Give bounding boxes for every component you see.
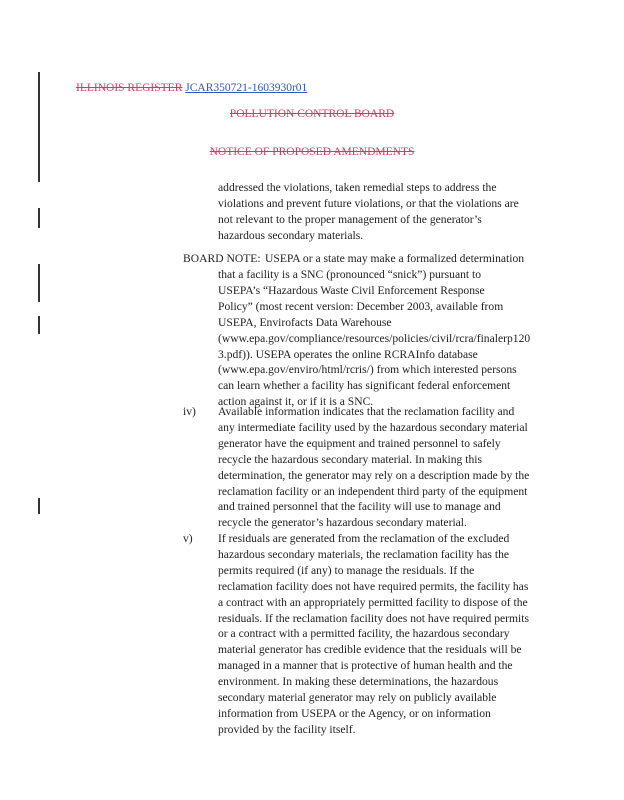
text-line: recycle the hazardous secondary material. In making this [218, 452, 482, 466]
text-line: and trained personnel that the facility will use to manage and [218, 500, 501, 514]
text-line: violations and prevent future violations, or that the violations are [218, 196, 519, 210]
change-bar [38, 208, 40, 228]
notice-title: NOTICE OF PROPOSED AMENDMENTS [209, 146, 415, 158]
text-line: USEPA or a state may make a formalized determination [265, 252, 525, 265]
text-line: action against it, or if it is a SNC. [218, 395, 374, 409]
text-line: If residuals are generated from the reclamation of the excluded [218, 532, 510, 545]
text-line: 3.pdf)). USEPA operates the online RCRAInfo database [218, 347, 478, 361]
text-line: permits required (if any) to manage the residuals. If the [218, 563, 475, 577]
text-line: or a contract with a permitted facility, the hazardous secondary [218, 627, 510, 641]
change-bar [38, 316, 40, 334]
docket-link[interactable]: JCAR350721-1603930r01 [185, 82, 308, 94]
text-line: (www.epa.gov/compliance/resources/policies/civil/rcra/finalerp120 [218, 331, 531, 345]
text-line: can learn whether a facility has significant federal enforcement [218, 379, 511, 393]
text-line: provided by the facility itself. [218, 722, 356, 736]
text-line: information from USEPA or the Agency, or on information [218, 706, 491, 720]
text-line: recycle the generator’s hazardous secondary material. [218, 516, 467, 530]
continuation-paragraph [218, 180, 519, 244]
change-bar [38, 498, 40, 514]
text-line: USEPA’s “Hazardous Waste Civil Enforcement Response [218, 283, 485, 297]
text-line: hazardous secondary materials, the reclamation facility has the [218, 547, 510, 561]
text-line: hazardous secondary materials. [218, 228, 364, 242]
text-line: environment. In making these determinations, the hazardous [218, 675, 499, 689]
register-label: ILLINOIS REGISTER [76, 82, 183, 94]
text-line: not relevant to the proper management of the generator’s [218, 212, 482, 226]
text-line: managed in a manner that is protective of human health and the [218, 659, 513, 673]
text-line: a contract with an appropriately permitted facility to dispose of the [218, 595, 528, 609]
text-line: USEPA, Envirofacts Data Warehouse [218, 315, 392, 329]
board-note-paragraph [218, 267, 530, 410]
item-v-paragraph [218, 531, 529, 738]
text-line: material generator has credible evidence that the residuals will be [218, 643, 522, 657]
text-line: any intermediate facility used by the hazardous secondary material [218, 420, 528, 434]
text-line: that a facility is a SNC (pronounced “snick”) pursuant to [218, 268, 482, 281]
text-line: secondary material generator may rely on publicly available [218, 691, 497, 705]
text-line: Policy” (most recent version: December 2003, available from [218, 299, 504, 313]
register-header [76, 82, 307, 94]
text-line: determination, the generator may rely on a description made by the [218, 468, 530, 482]
text-line: residuals. If the reclamation facility does not have required permits [218, 611, 529, 625]
change-bar [38, 264, 40, 302]
text-line: reclamation facility or an independent third party of the equipment [218, 484, 528, 498]
board-title: POLLUTION CONTROL BOARD [229, 108, 395, 120]
item-iv-label: iv) [183, 405, 196, 418]
text-line: (www.epa.gov/enviro/html/rcris/) from which interested persons [218, 363, 517, 377]
text-line: generator have the equipment and trained personnel to safely [218, 436, 501, 450]
board-note-first-line [265, 251, 524, 267]
text-line: reclamation facility does not have required permits, the facility has [218, 579, 529, 593]
text-line: addressed the violations, taken remedial steps to address the [218, 181, 497, 194]
item-iv-paragraph [218, 404, 529, 531]
board-note-label: BOARD NOTE: [183, 252, 261, 265]
change-bar [38, 72, 40, 182]
item-v-label: v) [183, 532, 193, 545]
text-line: Available information indicates that the reclamation facility and [218, 405, 515, 418]
